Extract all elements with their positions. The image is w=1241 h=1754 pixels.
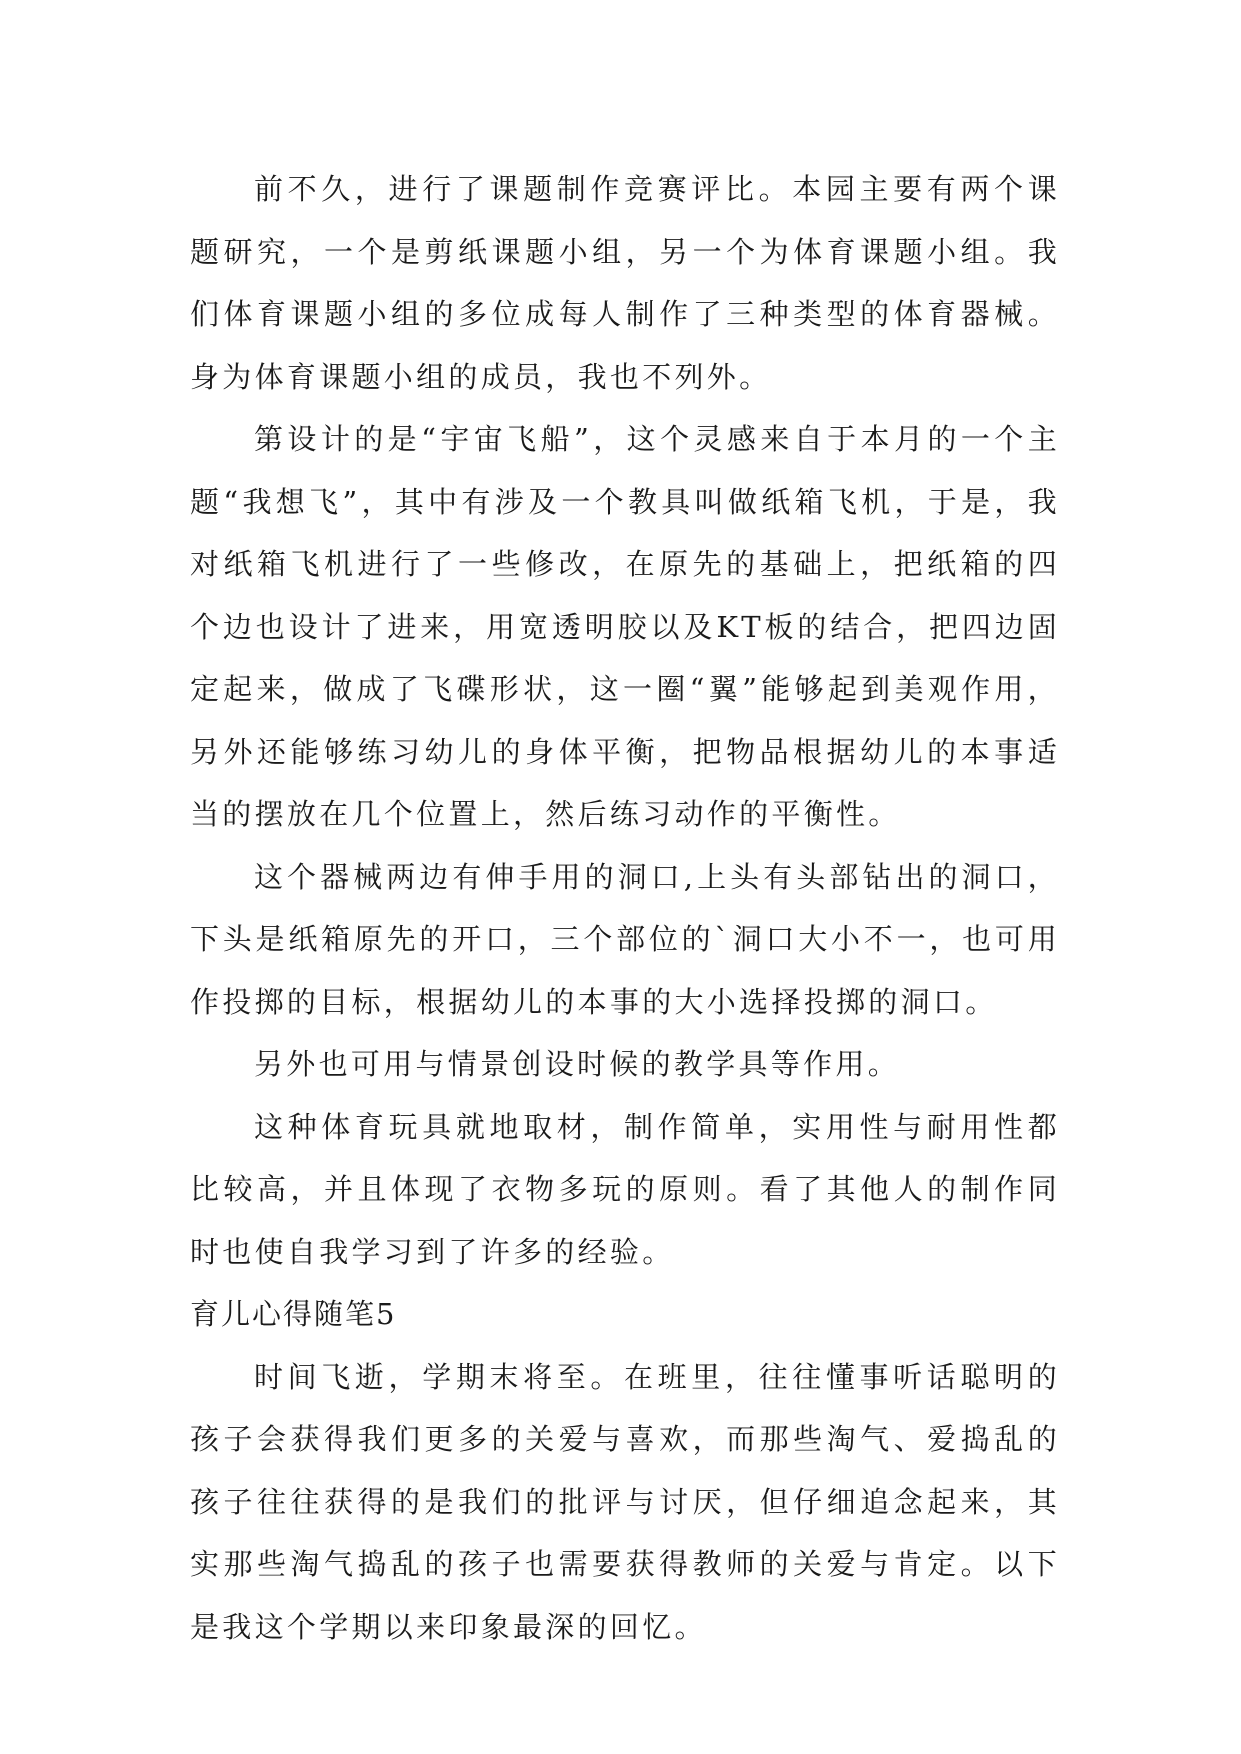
paragraph-spaceship-design: 第设计的是“宇宙飞船”，这个灵感来自于本月的一个主题“我想飞”，其中有涉及一个教具叫做纸箱飞机，于是，我对纸箱飞机进行了一些修改，在原先的基础上，把纸箱的四个边也设计了进来，用宽透明胶以及KT板的结合，把四边固定起来，做成了飞碟形状，这一圈“翼”能够起到美观作用，另外还能够练习幼儿的身体平衡，把物品根据幼儿的本事适当的摆放在几个位置上，然后练习动作的平衡性。: [190, 422, 1060, 831]
section-heading: 育儿心得随笔5: [190, 1297, 397, 1331]
paragraph-device-openings: 这个器械两边有伸手用的洞口,上头有头部钻出的洞口，下头是纸箱原先的开口，三个部位的`洞口大小不一，也可用作投掷的目标，根据幼儿的本事的大小选择投掷的洞口。: [190, 859, 1060, 1019]
paragraph-summary: 这种体育玩具就地取材，制作简单，实用性与耐用性都比较高，并且体现了衣物多玩的原则。看了其他人的制作同时也使自我学习到了许多的经验。: [190, 1109, 1060, 1269]
paragraph-course-competition: 前不久，进行了课题制作竞赛评比。本园主要有两个课题研究，一个是剪纸课题小组，另一个为体育课题小组。我们体育课题小组的多位成每人制作了三种类型的体育器械。身为体育课题小组的成员，我也不列外。: [190, 172, 1060, 394]
document-body: [190, 158, 1060, 1658]
paragraph-scenario-use: 另外也可用与情景创设时候的教学具等作用。: [254, 1047, 901, 1081]
paragraph-semester-reflection: 时间飞逝，学期末将至。在班里，往往懂事听话聪明的孩子会获得我们更多的关爱与喜欢，而那些淘气、爱捣乱的孩子往往获得的是我们的批评与讨厌，但仔细追念起来，其实那些淘气捣乱的孩子也需要获得教师的关爱与肯定。以下是我这个学期以来印象最深的回忆。: [190, 1359, 1060, 1644]
